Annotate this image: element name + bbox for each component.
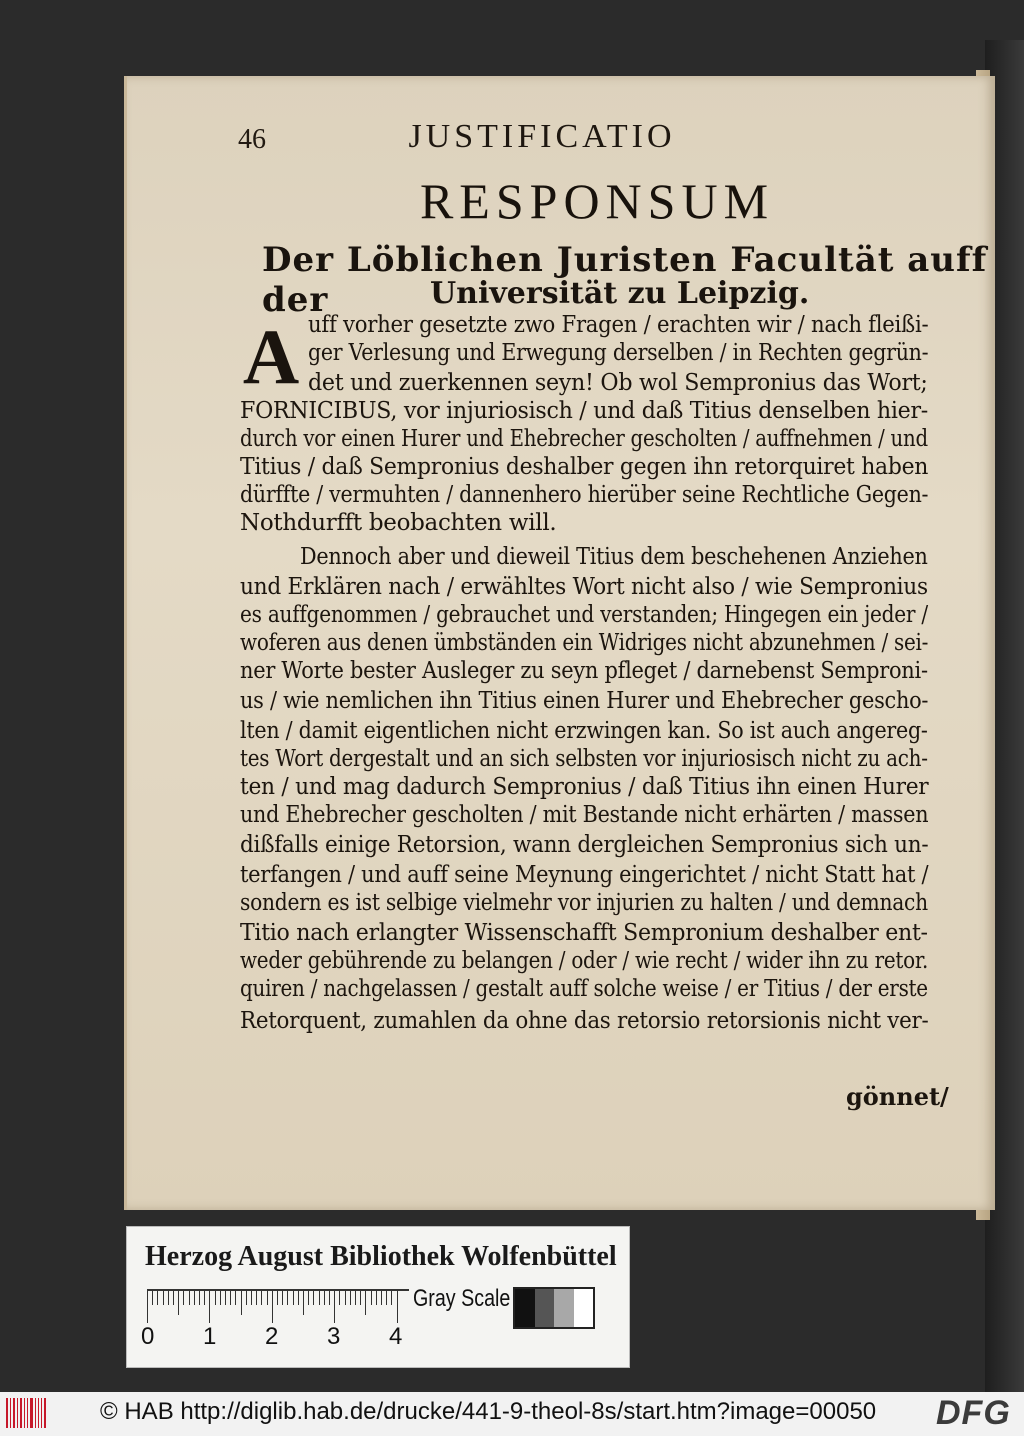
text-line: FORNICIBUS, vor injuriosisch / und daß Titius denselben hier- xyxy=(240,398,928,424)
ruler-tick xyxy=(230,1291,231,1305)
ruler-tick xyxy=(225,1291,226,1305)
ruler-tick xyxy=(371,1291,372,1305)
subtitle-line-1: Der Löblichen Juristen Facultät auff der xyxy=(262,240,988,320)
gray-scale-label: Gray Scale xyxy=(413,1285,511,1312)
ruler-number: 1 xyxy=(203,1323,217,1350)
hab-barcode-icon xyxy=(6,1398,46,1428)
text-line: woferen aus denen ümbständen ein Widriges nicht abzunehmen / sei- xyxy=(240,630,929,656)
ruler-number: 3 xyxy=(327,1323,341,1350)
barcode-bar xyxy=(13,1398,16,1428)
running-head: JUSTIFICATIO xyxy=(408,118,676,155)
ruler-tick xyxy=(277,1291,278,1305)
ruler-tick xyxy=(157,1291,158,1305)
ruler-tick xyxy=(386,1291,387,1305)
ruler-tick xyxy=(355,1291,356,1305)
ruler-tick xyxy=(293,1291,294,1305)
ruler-tick xyxy=(209,1291,210,1323)
ruler-tick xyxy=(334,1291,335,1323)
text-line: dißfalls einige Retorsion, wann dergleichen Sempronius sich un- xyxy=(240,832,929,858)
text-line: Titius / daß Sempronius deshalber gegen ihn retorquiret haben xyxy=(240,454,929,480)
text-line: ner Worte bester Ausleger zu seyn pfleget / darnebenst Semproni- xyxy=(240,658,928,684)
ruler-tick xyxy=(152,1291,153,1305)
ruler-tick xyxy=(397,1291,398,1323)
ruler-tick xyxy=(350,1291,351,1305)
gray-scale-swatches xyxy=(513,1287,595,1329)
ruler-tick xyxy=(194,1291,195,1305)
text-line: det und zuerkennen seyn! Ob wol Sempronius das Wort; xyxy=(308,370,928,396)
ruler-tick xyxy=(329,1291,330,1305)
ruler-tick xyxy=(204,1291,205,1305)
text-line: us / wie nemlichen ihn Titius einen Hurer und Ehebrecher gescho- xyxy=(240,688,929,714)
text-line: durch vor einen Hurer und Ehebrecher gescholten / auffnehmen / und xyxy=(240,426,928,452)
ruler-tick xyxy=(376,1291,377,1305)
barcode-bar xyxy=(38,1398,40,1428)
barcode-bar xyxy=(17,1398,18,1428)
text-line: sondern es ist selbige vielmehr vor injurien zu halten / und demnach xyxy=(240,890,928,916)
ruler-tick xyxy=(287,1291,288,1305)
gray-swatch xyxy=(554,1289,574,1327)
catchword: gönnet/ xyxy=(846,1082,949,1111)
ruler-tick xyxy=(241,1291,242,1315)
library-name: Herzog August Bibliothek Wolfenbüttel xyxy=(145,1241,617,1272)
text-line: uff vorher gesetzte zwo Fragen / erachten wir / nach fleißi- xyxy=(308,312,929,338)
text-line: weder gebührende zu belangen / oder / wie recht / wider ihn zu retor. xyxy=(240,948,929,974)
ruler-tick xyxy=(298,1291,299,1305)
ruler-tick xyxy=(178,1291,179,1315)
page-number: 46 xyxy=(238,124,266,155)
ruler-tick xyxy=(199,1291,200,1305)
barcode-bar xyxy=(24,1398,26,1428)
barcode-bar xyxy=(41,1398,42,1428)
text-line: Titio nach erlangter Wissenschafft Sempronium deshalber ent- xyxy=(240,920,928,946)
text-line: und Ehebrecher gescholten / mit Bestande nicht erhärten / massen xyxy=(240,802,929,828)
ruler-tick xyxy=(235,1291,236,1305)
drop-initial: A xyxy=(242,313,300,400)
ruler-tick xyxy=(308,1291,309,1305)
text-line: ger Verlesung und Erwegung derselben / in Rechten gegrün- xyxy=(308,340,929,366)
text-line: terfangen / und auff seine Meynung eingerichtet / nicht Statt hat / xyxy=(240,862,929,888)
footer-url: © HAB http://diglib.hab.de/drucke/441-9-theol-8s/start.htm?image=00050 xyxy=(100,1398,877,1425)
barcode-bar xyxy=(44,1398,46,1428)
gray-swatch xyxy=(574,1289,594,1327)
ruler-tick xyxy=(251,1291,252,1305)
ruler-tick xyxy=(324,1291,325,1305)
text-line: es auffgenommen / gebrauchet und verstanden; Hingegen ein jeder / xyxy=(240,602,928,628)
ruler-tick xyxy=(215,1291,216,1305)
ruler-tick xyxy=(261,1291,262,1305)
ruler-tick xyxy=(147,1291,148,1323)
gray-swatch xyxy=(535,1289,555,1327)
barcode-bar xyxy=(35,1398,36,1428)
barcode-bar xyxy=(20,1398,22,1428)
ruler-tick xyxy=(360,1291,361,1305)
text-line: Nothdurfft beobachten will. xyxy=(240,510,557,536)
ruler-tick xyxy=(272,1291,273,1323)
ruler-tick xyxy=(339,1291,340,1305)
ruler-tick xyxy=(345,1291,346,1305)
text-line: quiren / nachgelassen / gestalt auff solche weise / er Titius / der erste xyxy=(240,976,928,1002)
footer-bar xyxy=(0,1392,1024,1436)
text-line: ten / und mag dadurch Sempronius / daß Titius ihn einen Hurer xyxy=(240,774,929,800)
ruler-tick xyxy=(183,1291,184,1305)
color-calibration-card xyxy=(126,1226,630,1368)
ruler-tick xyxy=(220,1291,221,1305)
ruler-tick xyxy=(381,1291,382,1305)
gray-swatch xyxy=(515,1289,535,1327)
dfg-logo: DFG xyxy=(936,1394,1011,1432)
barcode-bar xyxy=(6,1398,8,1428)
text-line: tes Wort dergestalt und an sich selbsten vor injuriosisch nicht zu ach- xyxy=(240,746,928,772)
ruler-number: 4 xyxy=(389,1323,403,1350)
ruler-tick xyxy=(173,1291,174,1305)
text-line: Retorquent, zumahlen da ohne das retorsio retorsionis nicht ver- xyxy=(240,1008,929,1034)
ruler-tick xyxy=(189,1291,190,1305)
ruler-tick xyxy=(319,1291,320,1305)
ruler-tick xyxy=(303,1291,304,1315)
ruler-tick xyxy=(282,1291,283,1305)
barcode-bar xyxy=(30,1398,33,1428)
ruler-tick xyxy=(246,1291,247,1305)
text-line: und Erklären nach / erwähltes Wort nicht also / wie Sempronius xyxy=(240,574,928,600)
subtitle-line-2: Universität zu Leipzig. xyxy=(430,276,810,311)
ruler-number: 0 xyxy=(141,1323,155,1350)
text-line: Dennoch aber und dieweil Titius dem beschehenen Anziehen xyxy=(300,544,928,570)
ruler-tick xyxy=(365,1291,366,1315)
ruler-tick xyxy=(168,1291,169,1305)
ruler-number: 2 xyxy=(265,1323,279,1350)
barcode-bar xyxy=(27,1398,28,1428)
ruler-tick xyxy=(163,1291,164,1305)
ruler-tick xyxy=(267,1291,268,1305)
scale-ruler xyxy=(147,1289,409,1323)
text-line: dürffte / vermuhten / dannenhero hierüber seine Rechtliche Gegen- xyxy=(240,482,929,508)
text-line: lten / damit eigentlichen nicht erzwingen kan. So ist auch angereg- xyxy=(240,718,928,744)
barcode-bar xyxy=(10,1398,11,1428)
ruler-tick xyxy=(313,1291,314,1305)
ruler-tick xyxy=(256,1291,257,1305)
ruler-tick xyxy=(391,1291,392,1305)
page-title: RESPONSUM xyxy=(419,173,775,229)
